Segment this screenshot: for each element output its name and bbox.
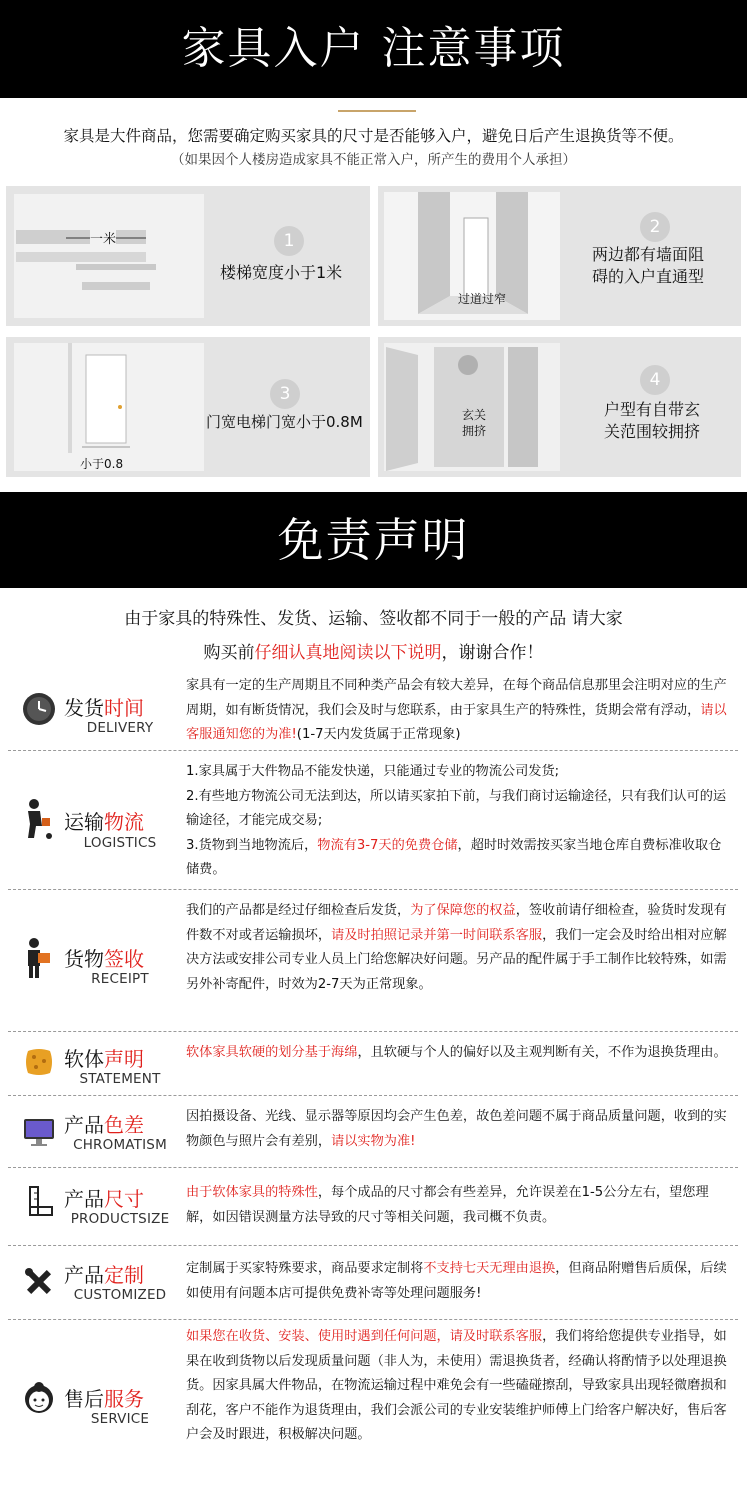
entry-card-corridor: [378, 186, 741, 326]
disclaimer-text: ，谢谢合作！: [441, 643, 544, 663]
disclaimer-banner-title: 免责声明: [277, 513, 470, 567]
section-title: [64, 1183, 184, 1212]
card-caption-line: 关范围较拥挤: [604, 422, 701, 441]
monitor-icon: [22, 1115, 56, 1149]
customer-service-icon: [22, 1381, 56, 1421]
body-highlight: 由于软体家具的特殊性: [186, 1185, 318, 1200]
section-service: [8, 1321, 738, 1487]
body-text: ，且软硬与个人的偏好以及主观判断有关，不作为退换货理由。: [357, 1045, 727, 1060]
section-subtitle: STATEMENT: [79, 1071, 161, 1087]
title-part: 发货: [64, 696, 104, 720]
title-highlight: 物流: [104, 810, 144, 834]
stairs-illustration: [6, 186, 370, 326]
disclaimer-intro: 由于家具的特殊性、发货、运输、签收都不同于一般的产品 请大家: [124, 609, 623, 629]
sponge-icon: [22, 1045, 56, 1079]
step-number: 4: [640, 365, 670, 395]
notice-banner-title: 家具入户 注意事项: [181, 23, 566, 74]
body-text: 3.货物到当地物流后，: [186, 837, 318, 853]
section-body: [186, 760, 731, 883]
body-text: ，我们将给您提供专业指导，如果在收到货物以后发现质量问题（非人为，未使用）需退换货者，经确认将酌情予以处理退换货。因家具属大件物品，在物流运输过程中难免会有一些磕碰擦刮，导致家具出现轻微磨损和刮花，客户不能作为退货理由，我们会派公司的专业安装维护师傅上门给客户解决好，售后客户会及时跟进，积极解决问题。: [186, 1329, 727, 1443]
section-chromatism: [8, 1097, 738, 1168]
section-subtitle: LOGISTICS: [83, 835, 157, 851]
body-highlight: 如果您在收货、安装、使用时遇到任何问题，请及时联系客服: [186, 1329, 543, 1344]
section-delivery: [8, 670, 738, 751]
section-title: [64, 1109, 184, 1138]
section-title: [64, 692, 184, 721]
entry-card-foyer: [378, 337, 741, 477]
section-subtitle: PRODUCTSIZE: [70, 1211, 170, 1227]
body-highlight: 请及时拍照记录并第一时间联系客服: [331, 927, 543, 943]
body-text: ，签收前请仔细检查，验货时发现有件数不对或者运输损坏，: [186, 903, 727, 943]
body-text: ，但商品附赠售后质保，后续如使用有问题本店可提供免费补寄等处理问题服务!: [186, 1261, 727, 1301]
title-part: 运输: [64, 810, 104, 834]
step-number: 3: [270, 379, 300, 409]
door-width-label: 小于0.8: [80, 457, 124, 471]
section-body: [186, 1181, 731, 1230]
clock-icon: [22, 692, 56, 726]
section-logistics: [8, 752, 738, 890]
body-text: 定制属于买家特殊要求，商品要求定制将: [186, 1261, 424, 1276]
entry-card-door: [6, 337, 370, 477]
title-highlight: 尺寸: [104, 1187, 144, 1211]
corridor-label: 过道过窄: [458, 292, 507, 306]
title-part: 售后: [64, 1387, 104, 1411]
section-subtitle: RECEIPT: [91, 971, 149, 987]
title-highlight: 定制: [104, 1263, 144, 1287]
width-label: 一米: [90, 228, 116, 247]
title-highlight: 服务: [104, 1387, 144, 1411]
section-title: [64, 1383, 184, 1412]
step-number: 1: [274, 226, 304, 256]
foyer-label-line: 拥挤: [462, 424, 487, 438]
tools-icon: [22, 1265, 56, 1299]
body-highlight: 请以实物为准!: [331, 1133, 416, 1149]
body-text: (1-7天内发货属于正常现象): [296, 727, 461, 743]
disclaimer-highlight: 仔细认真地阅读以下说明: [254, 643, 442, 663]
foyer-label: [462, 407, 486, 439]
card-caption: [592, 244, 704, 288]
section-subtitle: CUSTOMIZED: [73, 1287, 167, 1303]
disclaimer-text: 购买前: [203, 643, 255, 663]
section-title: [64, 1043, 184, 1072]
body-text: 家具有一定的生产周期且不同种类产品会有较大差异，在每个商品信息那里会注明对应的生产周期，如有断货情况，我们会及时与您联系，由于家具生产的特殊性，货期会常有浮动，: [186, 678, 727, 718]
section-body: [186, 674, 731, 748]
entry-card-stairs: [6, 186, 370, 326]
notice-banner: [0, 0, 747, 98]
title-part: 产品: [64, 1263, 104, 1287]
section-subtitle: CHROMATISM: [73, 1137, 167, 1153]
section-customized: [8, 1247, 738, 1320]
title-highlight: 声明: [104, 1047, 144, 1071]
body-text: 因拍摄设备、光线、显示器等原因均会产生色差，故色差问题不属于商品质量问题，收到的实物颜色与照片会有差别，: [186, 1109, 727, 1149]
step-number: 2: [640, 212, 670, 242]
section-title: [64, 806, 184, 835]
section-body: [186, 1257, 731, 1306]
intro-text: 家具是大件商品，您需要确定购买家具的尺寸是否能够入户，避免日后产生退换货等不便。: [63, 127, 684, 145]
body-highlight: 为了保障您的权益: [410, 903, 516, 918]
card-caption-line: 户型有自带玄: [604, 400, 701, 419]
body-text: ，我们一定会及时给出相对应解决方法或安排公司专业人员上门给您解决好问题。另产品的配件属于手工制作比较特殊，如需另外补寄配件，时效为2-7天为正常现象。: [186, 927, 727, 992]
foyer-label-line: 玄关: [462, 408, 487, 422]
body-line: 1.家具属于大件物品不能发快递，只能通过专业的物流公司发货;: [186, 764, 560, 779]
delivery-worker-icon: [22, 798, 56, 840]
section-productsize: [8, 1169, 738, 1246]
body-line: [186, 834, 731, 883]
disclaimer-intro-2: [0, 638, 747, 663]
title-part: 货物: [64, 947, 104, 971]
intro-note: （如果因个人楼房造成家具不能正常入户，所产生的费用个人承担）: [171, 152, 576, 168]
body-text: ，超时时效需按买家当地仓库自费标准收取仓储费。: [186, 837, 722, 878]
body-highlight: 不支持七天无理由退换: [423, 1261, 556, 1276]
title-part: 产品: [64, 1113, 104, 1137]
title-highlight: 色差: [104, 1113, 144, 1137]
section-subtitle: SERVICE: [90, 1411, 150, 1427]
title-part: 软体: [64, 1047, 104, 1071]
section-body: [186, 1105, 731, 1154]
title-highlight: 签收: [104, 947, 144, 971]
disclaimer-banner: [0, 492, 747, 588]
section-title: [64, 943, 184, 972]
section-body: [186, 1041, 731, 1066]
card-caption: 楼梯宽度小于1米: [220, 263, 343, 282]
body-highlight: 软体家具软硬的划分基于海绵: [186, 1045, 358, 1060]
card-caption: [604, 399, 700, 443]
section-body: [186, 899, 731, 997]
card-caption-line: 两边都有墙面阻: [592, 245, 705, 264]
door-illustration: [6, 337, 370, 477]
body-text: ，每个成品的尺寸都会有些差异，允许误差在1-5公分左右，望您理解，如因错误测量方法导致的尺寸等相关问题，我司概不负责。: [186, 1185, 709, 1225]
card-caption: 门宽电梯门宽小于0.8M: [206, 413, 363, 431]
body-highlight: 请以客服通知您的为准!: [186, 702, 727, 743]
section-receipt: [8, 891, 738, 1032]
section-subtitle: DELIVERY: [86, 720, 154, 736]
body-line: 2.有些地方物流公司无法到达，所以请买家拍下前，与我们商讨运输途径，只有我们认可的运输途径，才能完成交易;: [186, 788, 727, 829]
title-part: 产品: [64, 1187, 104, 1211]
body-text: 我们的产品都是经过仔细检查后发货，: [186, 903, 411, 918]
card-caption-line: 碍的入户直通型: [592, 267, 705, 286]
body-highlight: 物流有3-7天的免费仓储: [317, 837, 458, 853]
section-body: [186, 1325, 731, 1448]
section-statement: [8, 1033, 738, 1096]
title-highlight: 时间: [104, 696, 144, 720]
divider: [338, 110, 416, 112]
person-box-icon: [22, 937, 56, 979]
ruler-icon: [22, 1185, 56, 1219]
section-title: [64, 1259, 184, 1288]
